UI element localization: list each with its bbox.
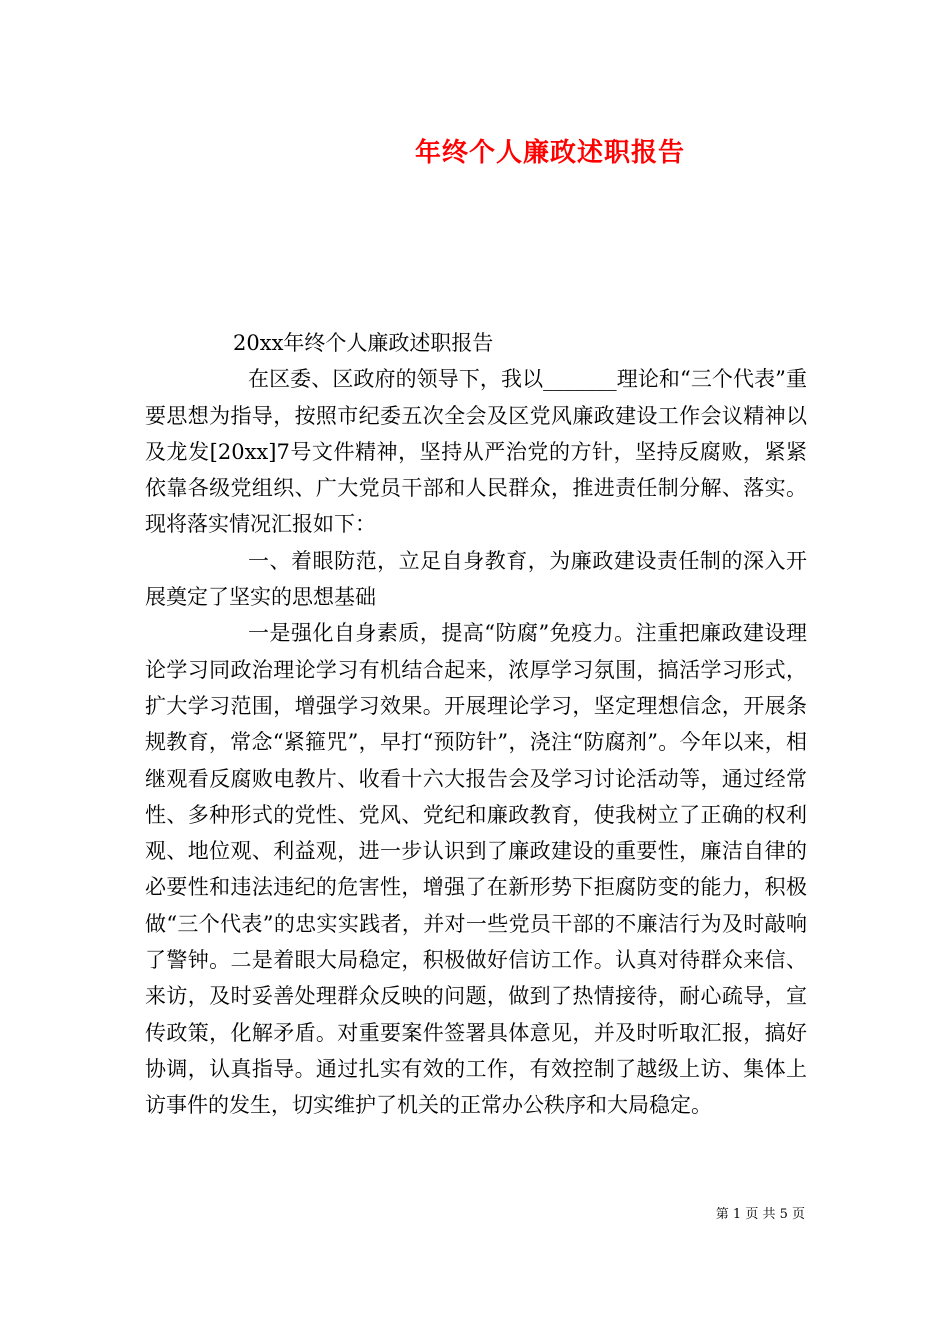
paragraph-intro: 在区委、区政府的领导下，我以_______理论和“三个代表”重要思想为指导，按照市纪委五次全会及区党风廉政建设工作会议精神以及龙发[20xx]7号文件精神，坚持从严治党的方针，坚持反腐败，紧紧依靠各级党组织、广大党员干部和人民群众，推进责任制分解、落实。现将落实情况汇报如下：: [145, 367, 807, 537]
page-title: 年终个人廉政述职报告: [414, 138, 685, 168]
document-body: [145, 325, 807, 1124]
page-number-footer: 第 1 页 共 5 页: [715, 1207, 805, 1222]
paragraph-section-1: 一是强化自身素质，提高“防腐”免疫力。注重把廉政建设理论学习同政治理论学习有机结合起来，浓厚学习氛围，搞活学习形式，扩大学习范围，增强学习效果。开展理论学习，坚定理想信念，开展条规教育，常念“紧箍咒”，早打“预防针”，浇注“防腐剂”。今年以来，相继观看反腐败电教片、收看十六大报告会及学习讨论活动等，通过经常性、多种形式的党性、党风、党纪和廉政教育，使我树立了正确的权利观、地位观、利益观，进一步认识到了廉政建设的重要性，廉洁自律的必要性和违法违纪的危害性，增强了在新形势下拒腐防变的能力，积极做“三个代表”的忠实实践者，并对一些党员干部的不廉洁行为及时敲响了警钟。二是着眼大局稳定，积极做好信访工作。认真对待群众来信、来访，及时妥善处理群众反映的问题，做到了热情接待，耐心疏导，宣传政策，化解矛盾。对重要案件签署具体意见，并及时听取汇报，搞好协调，认真指导。通过扎实有效的工作，有效控制了越级上访、集体上访事件的发生，切实维护了机关的正常办公秩序和大局稳定。: [145, 621, 807, 1118]
section-heading-1: 一、着眼防范，立足自身教育，为廉政建设责任制的深入开展奠定了坚实的思想基础: [145, 548, 807, 610]
document-subtitle: 20xx年终个人廉政述职报告: [233, 331, 494, 355]
